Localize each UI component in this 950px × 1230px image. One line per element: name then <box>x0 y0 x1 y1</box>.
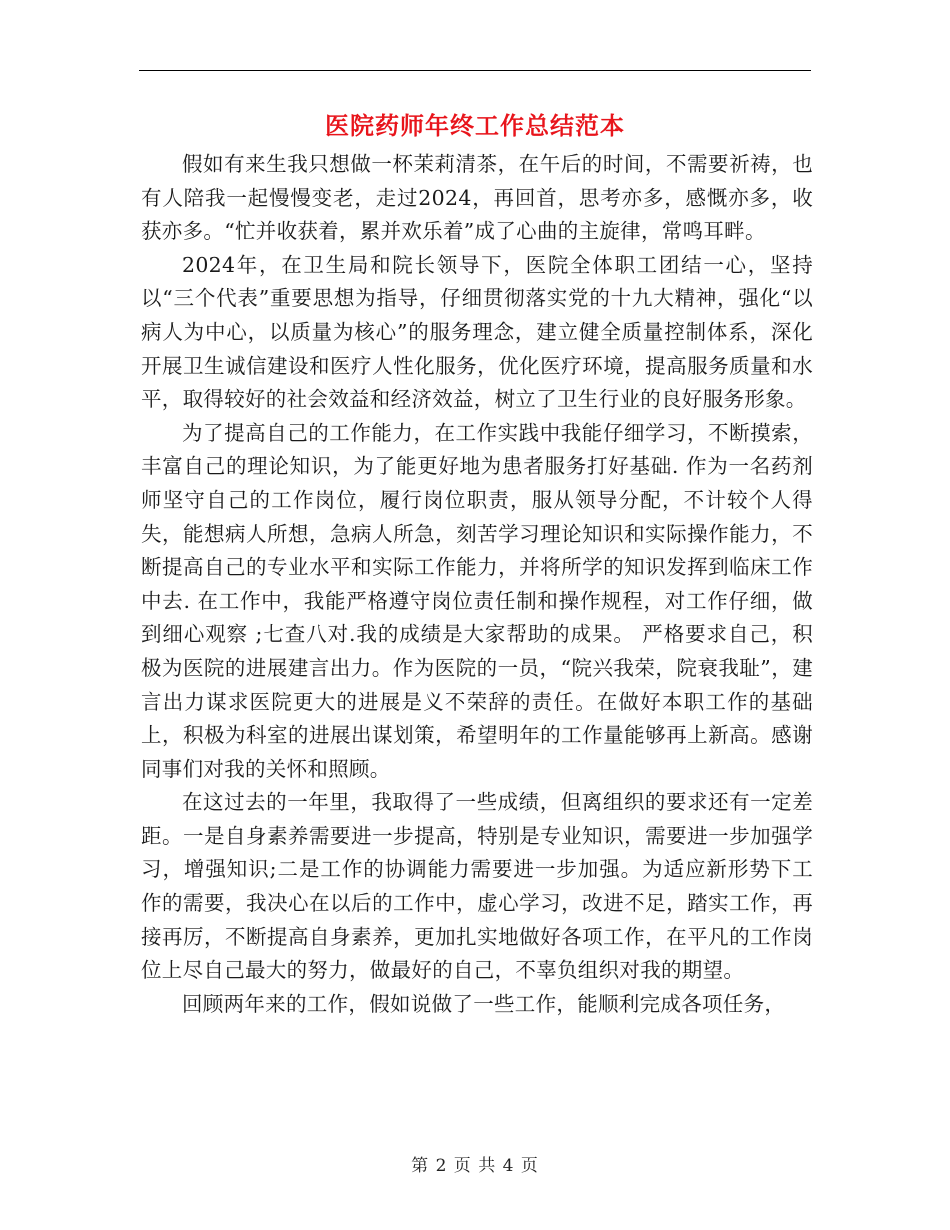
paragraph-3: 为了提高自己的工作能力，在工作实践中我能仔细学习，不断摸索，丰富自己的理论知识，为了能更好地为患者服务打好基础. 作为一名药剂师坚守自己的工作岗位，履行岗位职责，服从领导分配，不计较个人得失，能想病人所想，急病人所急，刻苦学习理论知识和实际操作能力，不断提高自己的专业水平和实际工作能力，并将所学的知识发挥到临床工作中去. 在工作中，我能严格遵守岗位责任制和操作规程，对工作仔细，做到细心观察 ;七查八对.我的成绩是大家帮助的成果。 严格要求自己，积极为医院的进展建言出力。作为医院的一员，“院兴我荣，院衰我耻”，建言出力谋求医院更大的进展是义不荣辞的责任。在做好本职工作的基础上，积极为科室的进展出谋划策，希望明年的工作量能够再上新高。感谢同事们对我的关怀和照顾。 <box>141 420 813 781</box>
paragraph-2: 2024年，在卫生局和院长领导下，医院全体职工团结一心，坚持以“三个代表”重要思想为指导，仔细贯彻落实党的十九大精神，强化“以病人为中心，以质量为核心”的服务理念，建立健全质量控制体系，深化开展卫生诚信建设和医疗人性化服务，优化医疗环境，提高服务质量和水平，取得较好的社会效益和经济效益，树立了卫生行业的良好服务形象。 <box>141 252 813 412</box>
document-title: 医院药师年终工作总结范本 <box>325 111 625 140</box>
paragraph-1: 假如有来生我只想做一杯茉莉清茶，在午后的时间，不需要祈祷，也有人陪我一起慢慢变老，走过2024，再回首，思考亦多，感慨亦多，收获亦多。“忙并收获着，累并欢乐着”成了心曲的主旋律，常鸣耳畔。 <box>141 152 813 244</box>
paragraph-4: 在这过去的一年里，我取得了一些成绩，但离组织的要求还有一定差距。一是自身素养需要进一步提高，特别是专业知识，需要进一步加强学习，增强知识;二是工作的协调能力需要进一步加强。为适应新形势下工作的需要，我决心在以后的工作中，虚心学习，改进不足，踏实工作，再接再厉，不断提高自身素养，更加扎实地做好各项工作，在平凡的工作岗位上尽自己最大的努力，做最好的自己，不辜负组织对我的期望。 <box>141 790 813 983</box>
page-number-footer: 第 2 页 共 4 页 <box>411 1156 539 1176</box>
header-rule <box>139 70 811 71</box>
document-body <box>141 148 813 1021</box>
paragraph-5: 回顾两年来的工作，假如说做了一些工作，能顺利完成各项任务， <box>182 991 786 1016</box>
